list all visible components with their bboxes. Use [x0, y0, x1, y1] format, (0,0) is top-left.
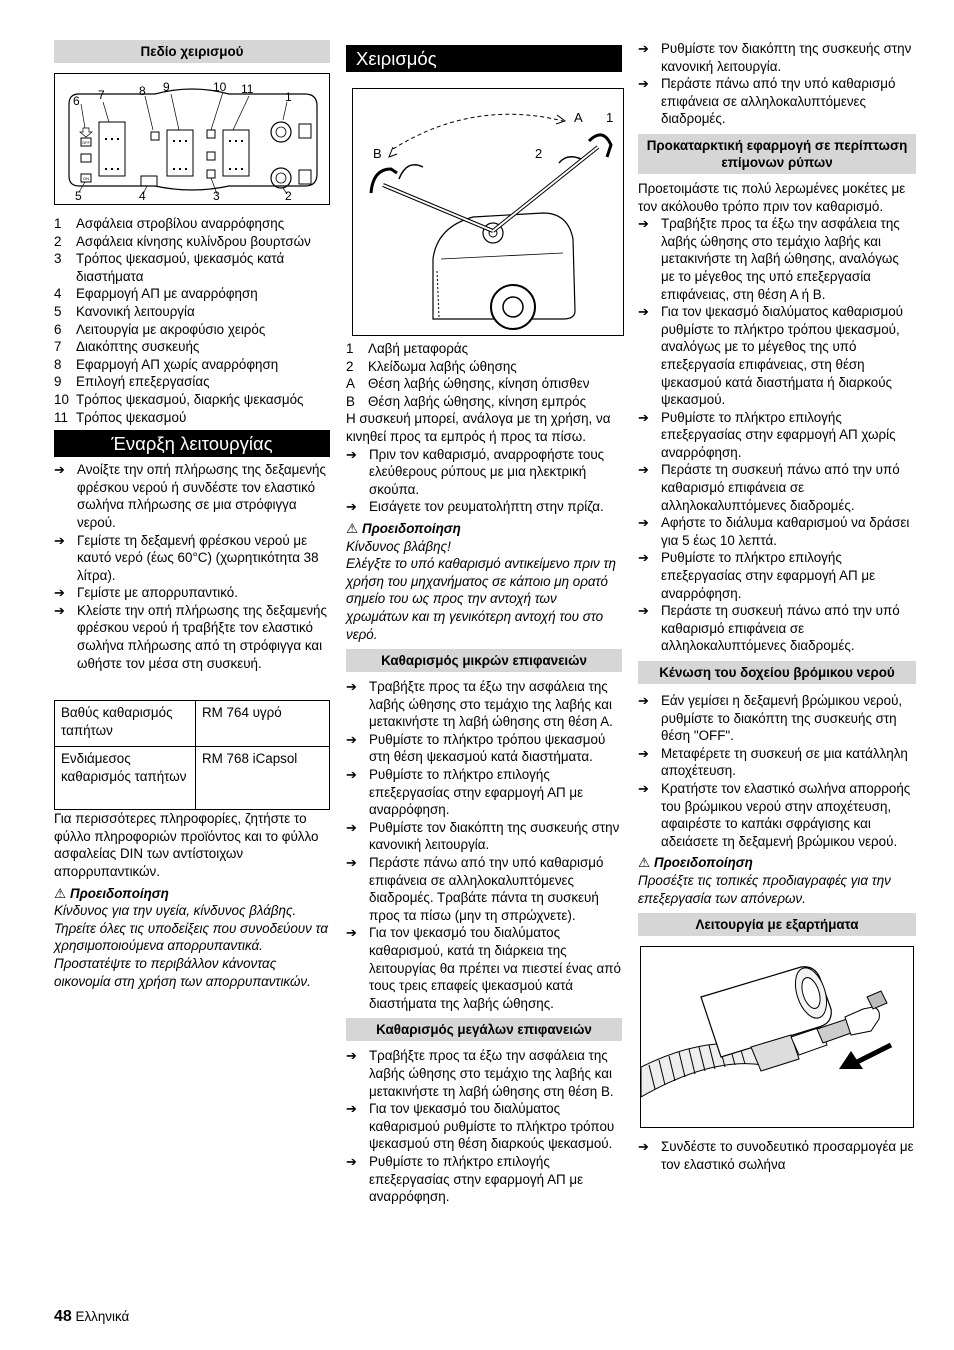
callout-8: 8: [139, 84, 146, 98]
step: ➔ Αφήστε το διάλυμα καθαρισμού να δράσει για 5 έως 10 λεπτά.: [638, 514, 916, 549]
warning-text: Ελέγξτε το υπό καθαρισμό αντικείμενο πριν τη χρήση του μηχανήματος σε κάποιο μη ορατό σημείο του ως προς την αντοχή των χρωμάτων και τη γενικότερη αντοχή του στο νερό.: [346, 556, 616, 642]
legend-item: 9 Επιλογή επεξεργασίας: [54, 374, 210, 390]
step: ➔ Μεταφέρετε τη συσκευή σε μια κατάλληλη αποχέτευση.: [638, 745, 916, 780]
column-1: [54, 40, 330, 990]
legend-item: 6 Λειτουργία με ακροφύσιο χειρός: [54, 321, 266, 337]
warning-icon: ⚠: [638, 855, 651, 871]
wheel: [491, 285, 535, 329]
display-left: [99, 122, 125, 176]
step: ➔ Ανοίξτε την οπή πλήρωσης της δεξαμενής φρέσκου νερού ή συνδέστε τον ελαστικό σωλήνα πλήρωσης σε μια στρόφιγγα νερού.: [54, 461, 330, 531]
info-text: Για περισσότερες πληροφορίες, ζητήστε το φύλλο πληροφοριών προϊόντος και το φύλλο ασφαλείας DIN των αντίστοιχων απορρυπαντικών.: [54, 811, 319, 880]
legend-item: 10 Τρόπος ψεκασμού, διαρκής ψεκασμός: [54, 391, 304, 407]
legend-item: 3 Τρόπος ψεκασμού, ψεκασμός κατά διαστήματα: [54, 251, 285, 284]
large-surfaces-steps-cont: [638, 40, 916, 128]
column-2: [346, 45, 622, 1206]
callout-4: 4: [139, 189, 146, 203]
step: ➔ Εάν γεμίσει η δεξαμενή βρώμικου νερού, ρυθμίστε το διακόπτη της συσκευής στη θέση "OFF".: [638, 692, 916, 745]
step: ➔ Τραβήξτε προς τα έξω την ασφάλεια της λαβής ώθησης στο τεμάχιο της λαβής και μετακινήστε τη λαβή ώθησης στη θέση Β.: [346, 1047, 622, 1100]
step: ➔ Τραβήξτε προς τα έξω την ασφάλεια της λαβής ώθησης στο τεμάχιο της λαβής και μετακινήστε τη λαβή ώθησης στη θέση Α.: [346, 678, 622, 731]
callout-2: 2: [535, 146, 543, 161]
callout-7: 7: [98, 88, 105, 102]
warning-line: Κίνδυνος βλάβης!: [346, 538, 451, 554]
empty-tank-steps: [638, 692, 916, 850]
callout-b: B: [373, 146, 382, 161]
off-label: OFF: [82, 140, 90, 145]
step: ➔ Περάστε πάνω από την υπό καθαρισμό επιφάνεια σε αλληλοκαλυπτόμενες διαδρομές.: [638, 75, 916, 128]
step: ➔ Ρυθμίστε το πλήκτρο επιλογής επεξεργασίας στην εφαρμογή ΑΠ με αναρρόφηση.: [638, 549, 916, 602]
step: ➔ Περάστε τη συσκευή πάνω από την υπό καθαρισμό επιφάνεια σε αλληλοκαλυπτόμενες διαδρομές.: [638, 602, 916, 655]
intro-text: Η συσκευή μπορεί, ανάλογα με τη χρήση, να κινηθεί προς τα εμπρός ή προς τα πίσω.: [346, 411, 611, 444]
control-panel-heading: Πεδίο χειρισμού: [54, 40, 330, 63]
callout-3: 3: [213, 189, 220, 203]
step: ➔ Περάστε πάνω από την υπό καθαρισμό επιφάνεια σε αλληλοκαλυπτόμενες διαδρομές. Τραβάτε πάντα τη συσκευή προς τα πίσω (μην τη σπρώχνετε).: [346, 854, 622, 924]
warning-text-2: Προστατέψτε το περιβάλλον κάνοντας οικονομία στη χρήση των απορρυπαντικών.: [54, 956, 311, 989]
legend-item: 7 Διακόπτης συσκευής: [54, 339, 200, 355]
warning-text: Κίνδυνος για την υγεία, κίνδυνος βλάβης. Τηρείτε όλες τις υποδείξεις που συνοδεύουν τα χρησιμοποιούμενα απορρυπαντικά.: [54, 903, 328, 954]
step: ➔ Ρυθμίστε το πλήκτρο τρόπου ψεκασμού στη θέση ψεκασμού κατά διαστήματα.: [346, 731, 622, 766]
legend-item: 1 Ασφάλεια στροβίλου αναρρόφησης: [54, 216, 285, 231]
callout-5: 5: [75, 189, 82, 203]
callout-11: 11: [241, 82, 254, 96]
warning-label: ⚠ Προειδοποίηση: [346, 520, 461, 536]
step: ➔ Γεμίστε τη δεξαμενή φρέσκου νερού με καυτό νερό (έως 60°C) (χωρητικότητα 38 λίτρα).: [54, 532, 330, 585]
step: ➔ Για τον ψεκασμό διαλύματος καθαρισμού ρυθμίστε το πλήκτρο τρόπου ψεκασμού, αναλόγως με το μέγεθος της υπό επεξεργασία επιφάνειας, στη θέση ψεκασμού κατά διαστήματα ή διαρκούς ψεκασμού.: [638, 303, 916, 409]
warning-label: ⚠ Προειδοποίηση: [638, 855, 753, 871]
step: ➔ Για τον ψεκασμό του διαλύματος καθαρισμού ρυθμίστε το πλήκτρο τρόπου ψεκασμού στη θέση διαρκούς ψεκασμού.: [346, 1100, 622, 1153]
knob-top: [271, 122, 291, 142]
callout-1: 1: [285, 90, 292, 104]
callout-9: 9: [163, 80, 170, 94]
warning-label: ⚠ Προειδοποίηση: [54, 885, 169, 901]
step: ➔ Κρατήστε τον ελαστικό σωλήνα απορροής του βρώμικου νερού στην αποχέτευση, αφαιρέστε το καπάκι σφράγισης και αδειάσετε τη δεξαμενή βρώμικου νερού.: [638, 780, 916, 850]
step: ➔ Τραβήξτε προς τα έξω την ασφάλεια της λαβής ώθησης στο τεμάχιο λαβής και μετακινήστε τη λαβή ώθησης, αναλόγως με το μέγεθος της υπό επεξεργασία επιφάνειας, στη θέση Α ή Β.: [638, 215, 916, 303]
step: ➔ Ρυθμίστε το πλήκτρο επιλογής επεξεργασίας στην εφαρμογή ΑΠ με αναρρόφηση.: [346, 766, 622, 819]
control-panel-figure: [54, 73, 330, 205]
step: ➔ Ρυθμίστε τον διακόπτη της συσκευής στην κανονική λειτουργία.: [638, 40, 916, 75]
prep-steps: [346, 446, 622, 516]
step: ➔ Πριν τον καθαρισμό, αναρροφήστε τους ελεύθερους ρύπους με μια ηλεκτρική σκούπα.: [346, 446, 622, 499]
callout-1: 1: [606, 110, 614, 125]
legend-item: 5 Κανονική λειτουργία: [54, 303, 195, 319]
large-surfaces-heading: Καθαρισμός μεγάλων επιφανειών: [346, 1018, 622, 1041]
hose-figure: [640, 946, 914, 1128]
legend-item: B Θέση λαβής ώθησης, κίνηση εμπρός: [346, 393, 587, 409]
step: ➔ Εισάγετε τον ρευματολήπτη στην πρίζα.: [346, 498, 622, 516]
operation-heading: Χειρισμός: [346, 45, 622, 72]
language-label: Ελληνικά: [75, 1309, 130, 1324]
legend-item: 1 Λαβή μεταφοράς: [346, 341, 469, 356]
page-footer: [54, 1308, 129, 1326]
large-surfaces-steps: [346, 1047, 622, 1205]
step: ➔ Κλείστε την οπή πλήρωσης της δεξαμενής φρέσκου νερού ή τραβήξτε τον ελαστικό σωλήνα πλήρωσης από τη στρόφιγγα και ωθήστε τον μέσα στη συσκευή.: [54, 602, 330, 672]
warning-icon: ⚠: [346, 520, 359, 536]
step: ➔ Συνδέστε το συνοδευτικό προσαρμογέα με τον ελαστικό σωλήνα: [638, 1138, 916, 1173]
step: ➔ Ρυθμίστε τον διακόπτη της συσκευής στην κανονική λειτουργία.: [346, 819, 622, 854]
start-operation-heading: Έναρξη λειτουργίας: [54, 430, 330, 457]
warning-icon: ⚠: [54, 885, 67, 901]
legend-item: A Θέση λαβής ώθησης, κίνηση όπισθεν: [346, 376, 590, 392]
legend-item: 4 Εφαρμογή ΑΠ με αναρρόφηση: [54, 286, 258, 302]
small-surfaces-heading: Καθαρισμός μικρών επιφανειών: [346, 649, 622, 672]
on-label: ON: [83, 176, 89, 181]
pretreatment-heading: Προκαταρκτική εφαρμογή σε περίπτωση επίμονων ρύπων: [638, 134, 916, 174]
step: ➔ Για τον ψεκασμό του διαλύματος καθαρισμού, κατά τη διάρκεια της λειτουργίας θα πρέπει να πιεστεί ένας από τους τρεις επαφείς ψεκασμού κατά διαστήματα της λαβής ώθησης.: [346, 924, 622, 1012]
callout-6: 6: [73, 94, 80, 108]
warning-text: Προσέξτε τις τοπικές προδιαγραφές για την επεξεργασία των απόνερων.: [638, 872, 891, 906]
hose-adapter-illustration: [641, 947, 913, 1127]
detergent-table: [54, 700, 330, 810]
legend-item: 11 Τρόπος ψεκασμού: [54, 409, 187, 425]
legend-item: 2 Κλείδωμα λαβής ώθησης: [346, 358, 517, 374]
pretreatment-intro: Προετοιμάστε τις πολύ λερωμένες μοκέτες με τον ακόλουθο τρόπο πριν τον καθαρισμό.: [638, 180, 906, 214]
accessories-steps: [638, 1138, 916, 1173]
handle-figure: [352, 88, 624, 336]
column-3: [638, 40, 916, 1173]
page-number: 48: [54, 1308, 72, 1325]
table-row: Ενδιάμεσος καθαρισμός ταπήτων RM 768 iCapsol: [55, 747, 330, 810]
accessories-heading: Λειτουργία με εξαρτήματα: [638, 913, 916, 936]
step: ➔ Περάστε τη συσκευή πάνω από την υπό καθαρισμό επιφάνεια σε αλληλοκαλυπτόμενες διαδρομές.: [638, 461, 916, 514]
step: ➔ Ρυθμίστε το πλήκτρο επιλογής επεξεργασίας στην εφαρμογή ΑΠ με αναρρόφηση.: [346, 1153, 622, 1206]
step: ➔ Ρυθμίστε το πλήκτρο επιλογής επεξεργασίας στην εφαρμογή ΑΠ χωρίς αναρρόφηση.: [638, 409, 916, 462]
knob-bottom: [271, 168, 291, 188]
legend-item: 2 Ασφάλεια κίνησης κυλίνδρου βουρτσών: [54, 233, 311, 249]
legend-item: 8 Εφαρμογή ΑΠ χωρίς αναρρόφηση: [54, 356, 279, 372]
handle-legend: [346, 340, 622, 410]
step: ➔ Γεμίστε με απορρυπαντικό.: [54, 584, 330, 602]
empty-tank-heading: Κένωση του δοχείου βρόμικου νερού: [638, 661, 916, 684]
table-row: Βαθύς καθαρισμός ταπήτων RM 764 υγρό: [55, 701, 330, 747]
pretreatment-steps: [638, 215, 916, 655]
start-steps: [54, 461, 330, 672]
callout-a: A: [574, 110, 583, 125]
control-panel-legend: [54, 215, 330, 426]
callout-10: 10: [213, 80, 227, 94]
callout-2: 2: [285, 189, 292, 203]
small-surfaces-steps: [346, 678, 622, 1012]
